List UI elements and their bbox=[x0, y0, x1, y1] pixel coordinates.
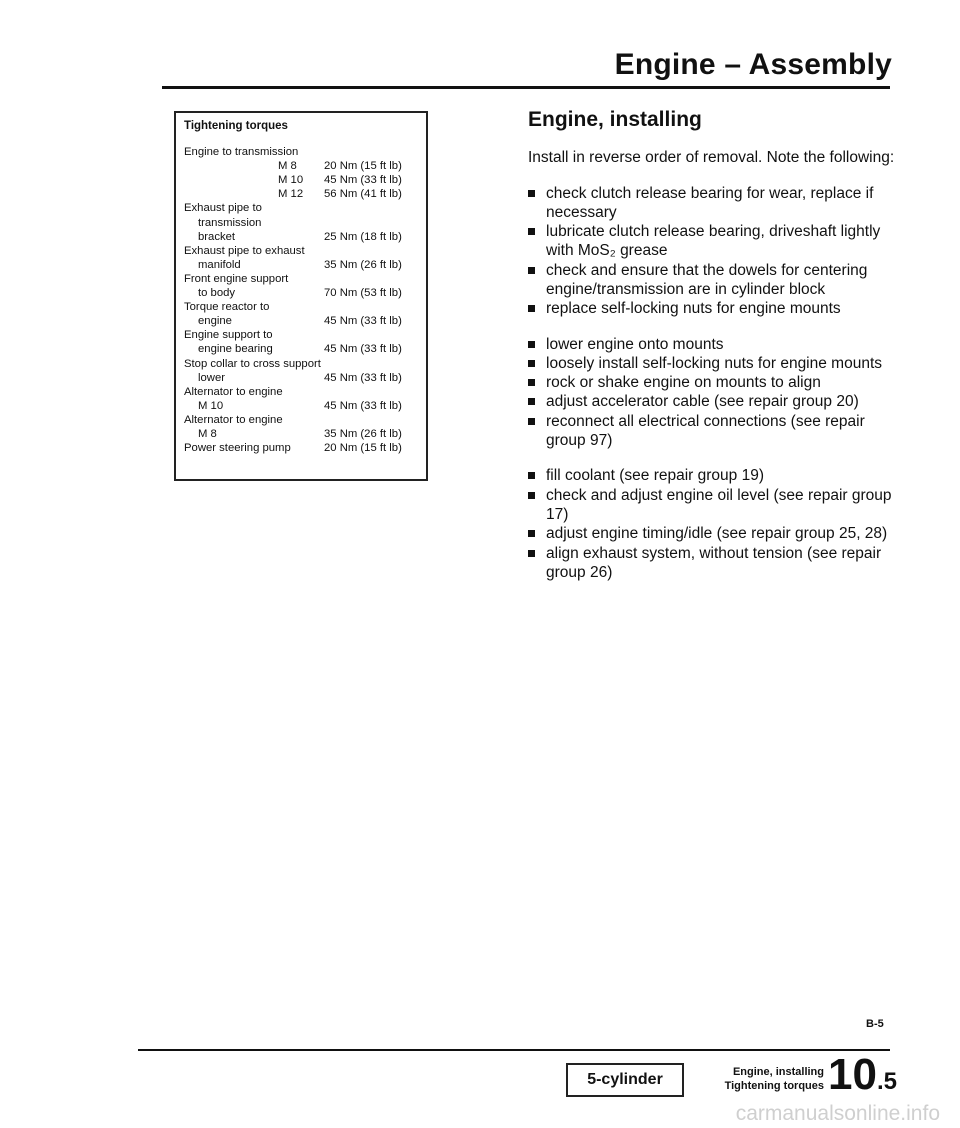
torque-row-value: 70 Nm (53 ft lb) bbox=[324, 287, 402, 300]
instruction-item: reconnect all electrical connections (see repair group 97) bbox=[528, 412, 898, 451]
torque-row-value bbox=[324, 413, 418, 427]
torque-table bbox=[174, 111, 428, 481]
instruction-item: loosely install self-locking nuts for engine mounts bbox=[528, 354, 898, 373]
torque-row-label: Stop collar to cross support bbox=[184, 357, 321, 370]
torque-row bbox=[184, 159, 418, 173]
torque-row-label: M 10 bbox=[278, 174, 304, 187]
torque-table-title: Tightening torques bbox=[184, 120, 288, 132]
torque-row bbox=[184, 244, 418, 258]
torque-row-label: engine bbox=[198, 315, 232, 328]
instruction-item: replace self-locking nuts for engine mounts bbox=[528, 299, 898, 318]
instruction-item: adjust accelerator cable (see repair group 20) bbox=[528, 392, 898, 411]
torque-row-value: 25 Nm (18 ft lb) bbox=[324, 230, 402, 243]
torque-row bbox=[184, 342, 418, 356]
torque-row-value bbox=[324, 357, 418, 371]
instruction-item: check clutch release bearing for wear, replace if necessary bbox=[528, 184, 898, 223]
torque-row-label: Exhaust pipe to exhaust bbox=[184, 244, 305, 257]
torque-row-label: manifold bbox=[198, 258, 241, 271]
torque-row-value: 20 Nm (15 ft lb) bbox=[324, 442, 402, 455]
footer-titles bbox=[694, 1066, 824, 1093]
torque-row bbox=[184, 300, 418, 314]
section-number-dot: . bbox=[876, 1068, 884, 1095]
torque-row bbox=[184, 441, 418, 455]
instruction-item: adjust engine timing/idle (see repair group 25, 28) bbox=[528, 524, 898, 543]
torque-row bbox=[184, 427, 418, 441]
instruction-item: check and ensure that the dowels for centering engine/transmission are in cylinder block bbox=[528, 261, 898, 300]
torque-row-value bbox=[324, 328, 418, 342]
torque-row-label: Power steering pump bbox=[184, 442, 291, 455]
torque-row-value: 45 Nm (33 ft lb) bbox=[324, 174, 402, 187]
torque-row-label: M 8 bbox=[198, 427, 217, 440]
torque-row-value: 45 Nm (33 ft lb) bbox=[324, 315, 402, 328]
torque-row bbox=[184, 385, 418, 399]
torque-row-label: M 10 bbox=[198, 399, 224, 412]
torque-row bbox=[184, 230, 418, 244]
torque-row-label: bracket bbox=[198, 230, 236, 243]
engine-tag-label: 5-cylinder bbox=[587, 1071, 663, 1088]
instruction-item: lubricate clutch release bearing, driveshaft lightly with MoS₂ grease bbox=[528, 222, 898, 261]
torque-row-value bbox=[324, 300, 418, 314]
torque-row-value: 45 Nm (33 ft lb) bbox=[324, 371, 402, 384]
torque-row bbox=[184, 314, 418, 328]
torque-row-value: 35 Nm (26 ft lb) bbox=[324, 258, 402, 271]
torque-row bbox=[184, 399, 418, 413]
section-heading: Engine, installing bbox=[528, 108, 702, 131]
instruction-list bbox=[528, 335, 898, 451]
section-number-major: 10 bbox=[828, 1050, 877, 1099]
torque-row-value: 45 Nm (33 ft lb) bbox=[324, 343, 402, 356]
torque-row bbox=[184, 328, 418, 342]
instruction-item: align exhaust system, without tension (see repair group 26) bbox=[528, 544, 898, 583]
torque-rows bbox=[184, 145, 418, 455]
section-number-minor: 5 bbox=[883, 1068, 897, 1095]
torque-row-label: lower bbox=[198, 371, 225, 384]
torque-row-value bbox=[324, 201, 418, 215]
torque-row bbox=[184, 187, 418, 201]
instruction-list bbox=[528, 466, 898, 582]
torque-row bbox=[184, 216, 418, 230]
torque-row bbox=[184, 272, 418, 286]
torque-row-label: Alternator to engine bbox=[184, 413, 283, 426]
torque-row-label: Front engine support bbox=[184, 272, 289, 285]
torque-row-value bbox=[324, 216, 418, 230]
torque-row-label: to body bbox=[198, 287, 236, 300]
page-title: Engine – Assembly bbox=[614, 48, 892, 81]
page-code: B-5 bbox=[866, 1018, 884, 1030]
header-divider bbox=[162, 86, 890, 89]
torque-row-value bbox=[324, 385, 418, 399]
torque-row-label: Torque reactor to bbox=[184, 301, 270, 314]
main-content bbox=[528, 108, 898, 598]
footer-title-2: Tightening torques bbox=[724, 1079, 824, 1092]
intro-text: Install in reverse order of removal. Note the following: bbox=[528, 149, 895, 166]
watermark: carmanualsonline.info bbox=[735, 1102, 940, 1125]
torque-row-value: 20 Nm (15 ft lb) bbox=[324, 160, 402, 173]
torque-row bbox=[184, 173, 418, 187]
torque-row-value: 35 Nm (26 ft lb) bbox=[324, 427, 402, 440]
torque-row bbox=[184, 286, 418, 300]
torque-row bbox=[184, 258, 418, 272]
bullet-groups bbox=[528, 184, 898, 583]
instruction-list bbox=[528, 184, 898, 319]
footer-title-1: Engine, installing bbox=[732, 1066, 824, 1078]
instruction-item: lower engine onto mounts bbox=[528, 335, 898, 354]
torque-row-label: Alternator to engine bbox=[184, 385, 283, 398]
torque-row bbox=[184, 145, 418, 159]
instruction-item: check and adjust engine oil level (see repair group 17) bbox=[528, 486, 898, 525]
torque-row-label: transmission bbox=[198, 216, 262, 229]
torque-row-label: M 12 bbox=[278, 188, 304, 201]
torque-row-value: 45 Nm (33 ft lb) bbox=[324, 399, 402, 412]
torque-row bbox=[184, 371, 418, 385]
torque-row-label: Engine to transmission bbox=[184, 146, 299, 159]
torque-row bbox=[184, 201, 418, 215]
torque-row-label: engine bearing bbox=[198, 343, 273, 356]
torque-row-label: M 8 bbox=[278, 160, 297, 173]
torque-row bbox=[184, 357, 418, 371]
torque-row-label: Exhaust pipe to bbox=[184, 202, 262, 215]
torque-row-value: 56 Nm (41 ft lb) bbox=[324, 188, 402, 201]
instruction-item: fill coolant (see repair group 19) bbox=[528, 466, 898, 485]
torque-row-label: Engine support to bbox=[184, 329, 273, 342]
section-number bbox=[828, 1050, 897, 1100]
engine-tag bbox=[566, 1063, 684, 1097]
instruction-item: rock or shake engine on mounts to align bbox=[528, 373, 898, 392]
torque-row bbox=[184, 413, 418, 427]
torque-row-value bbox=[324, 145, 418, 159]
torque-row-value bbox=[324, 272, 418, 286]
footer-divider bbox=[138, 1049, 890, 1051]
torque-row-value bbox=[324, 244, 418, 258]
